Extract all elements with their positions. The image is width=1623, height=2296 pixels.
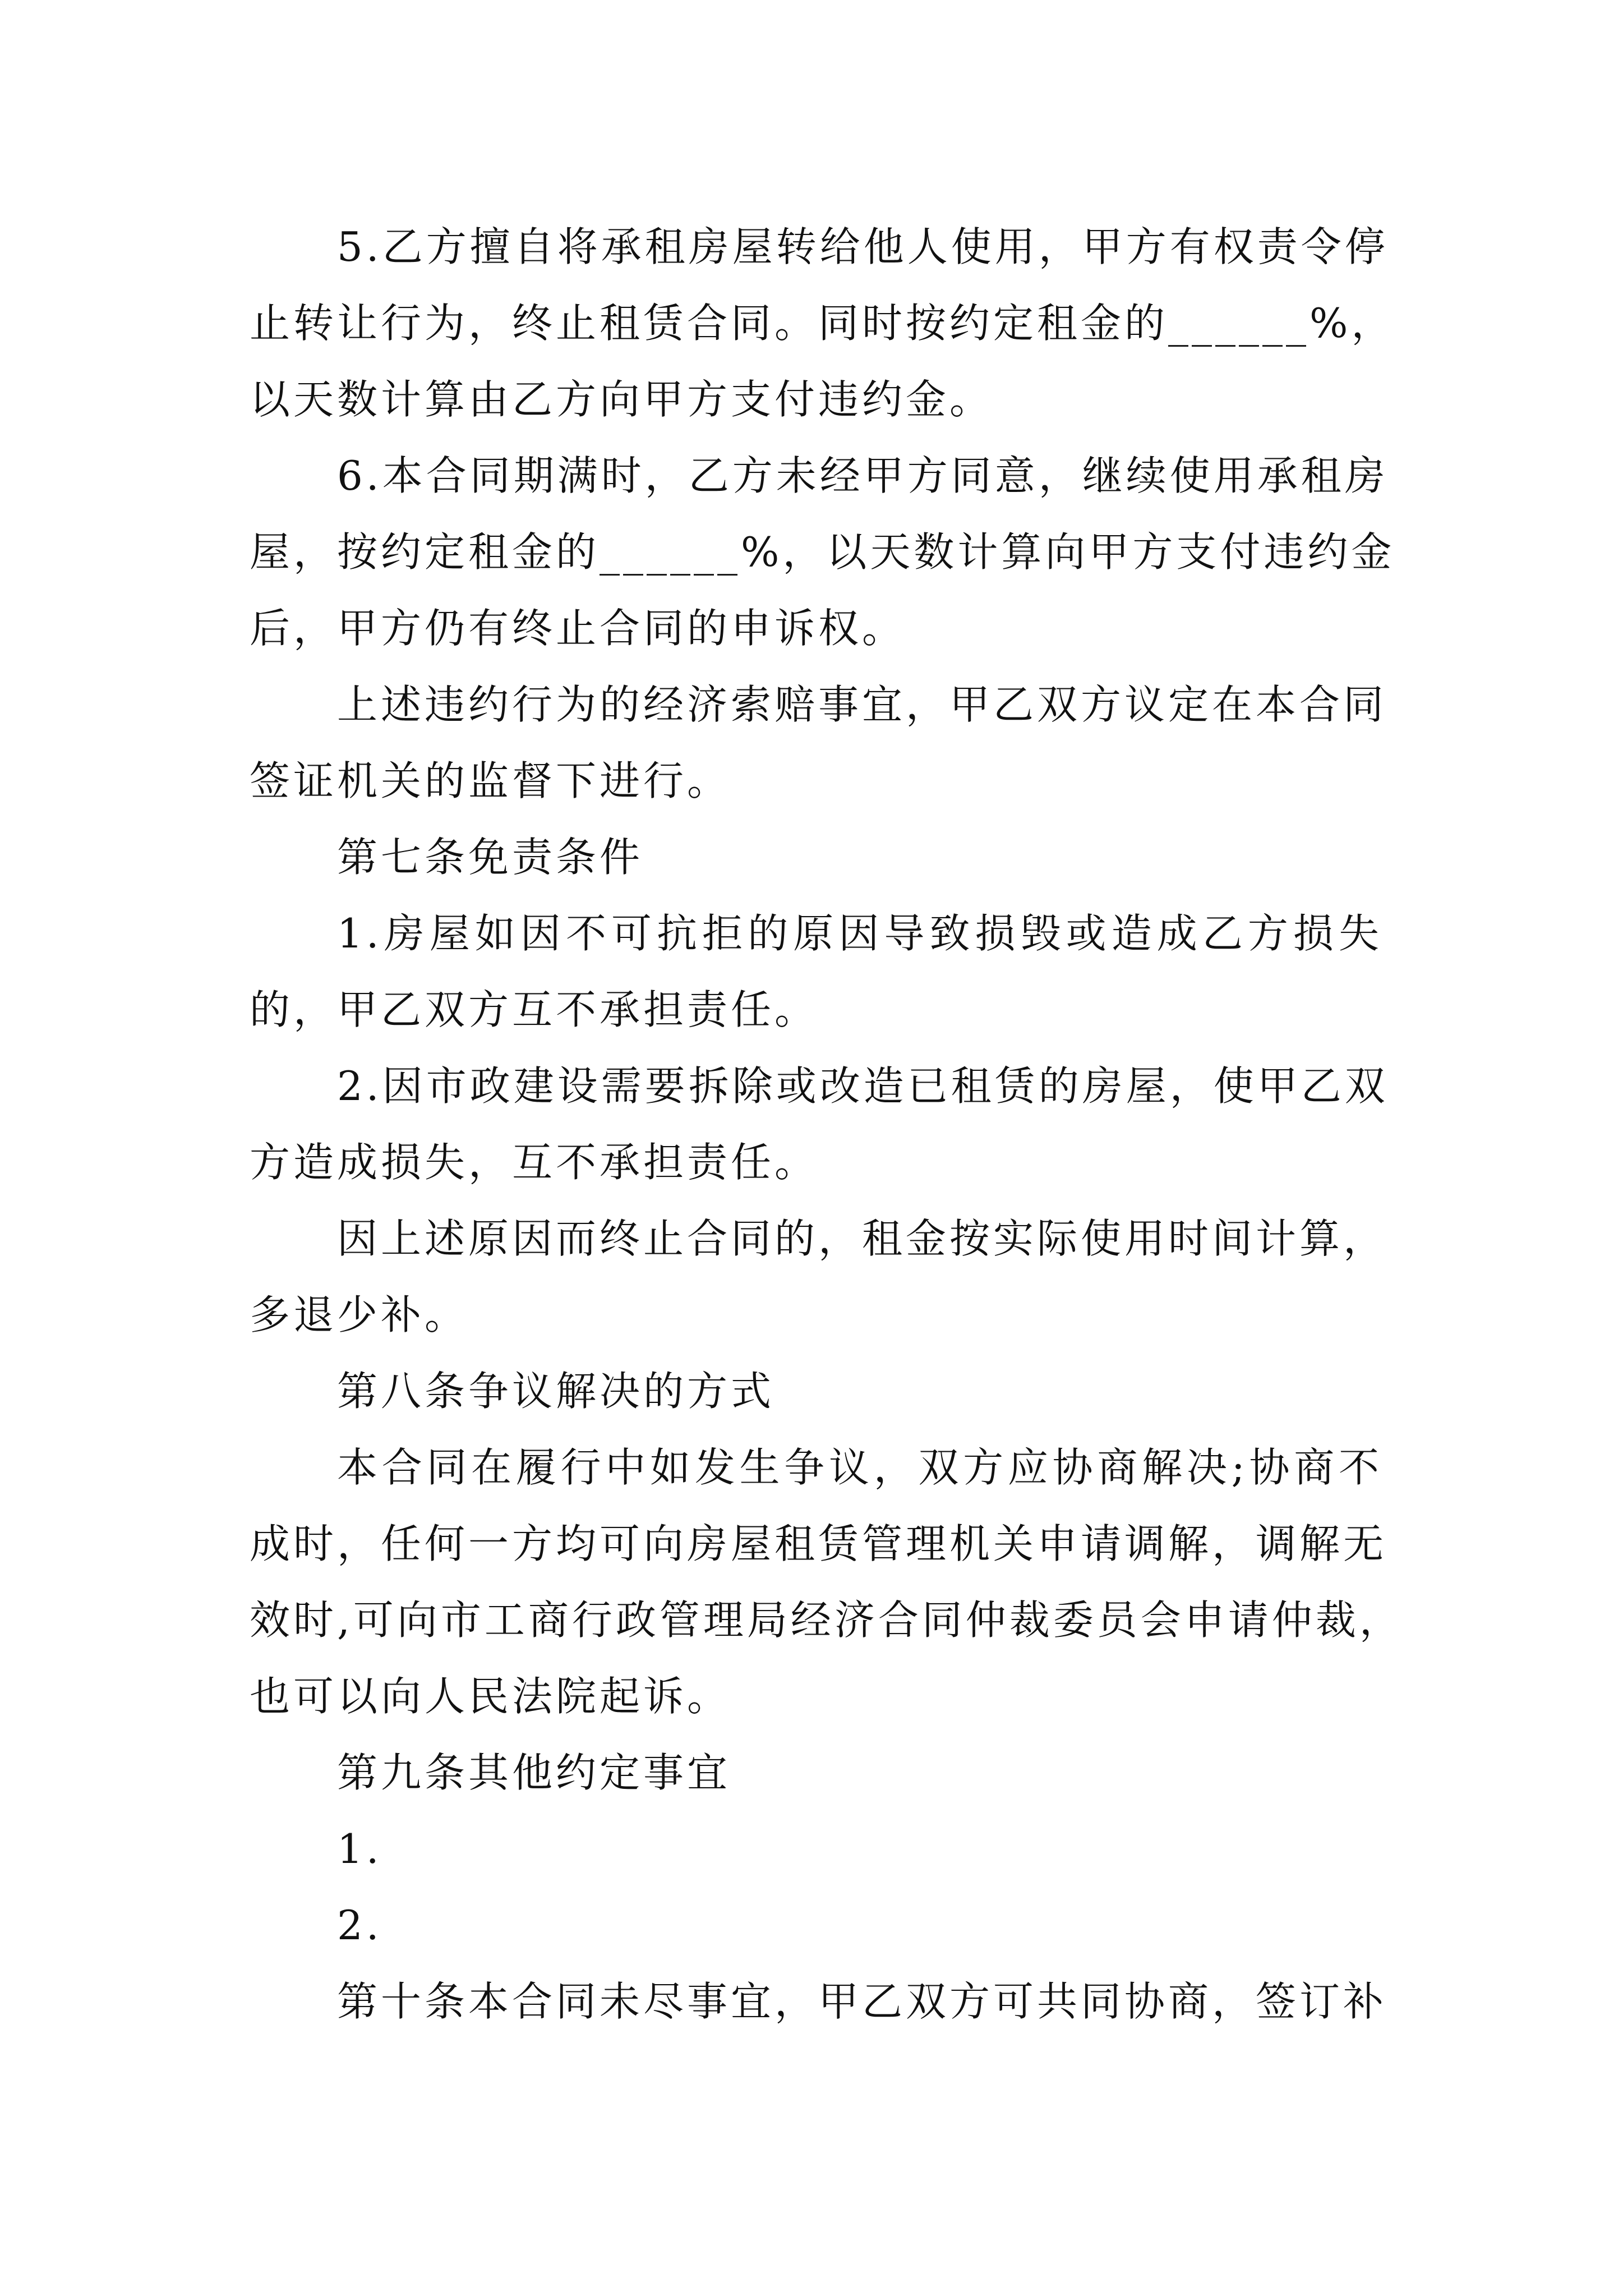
clause-9-item-2: 2. [337,1902,382,1949]
text-line: 的，甲乙双方互不承担责任。 [250,986,819,1033]
text-line: 方造成损失，互不承担责任。 [250,1139,819,1186]
text-line: 6.本合同期满时，乙方未经甲方同意，继续使用承租房 [337,452,1389,499]
text-line: 1.房屋如因不可抗拒的原因导致损毁或造成乙方损失 [337,910,1382,957]
text-line: 屋，按约定租金的______%，以天数计算向甲方支付违约金 [250,528,1395,576]
clause-9-heading: 第九条其他约定事宜 [337,1749,731,1796]
text-line: 本合同在履行中如发生争议，双方应协商解决;协商不 [337,1444,1382,1491]
clause-10-paragraph [250,1963,1387,2040]
text-line: 签证机关的监督下进行。 [250,757,731,804]
text-line: 第十条本合同未尽事宜，甲乙双方可共同协商，签订补 [337,1978,1387,2025]
clause-9-item-1: 1. [337,1825,382,1872]
clause-6-claims-paragraph [250,666,1387,819]
clause-7-rent-paragraph [250,1200,1387,1353]
text-line: 止转让行为，终止租赁合同。同时按约定租金的______%， [250,300,1395,347]
text-line: 2.因市政建设需要拆除或改造已租赁的房屋，使甲乙双 [337,1062,1389,1110]
clause-7-item-1 [250,895,1382,1048]
clause-6-item-6 [250,438,1395,666]
clause-6-item-5 [250,209,1395,438]
text-line: 因上述原因而终止合同的，租金按实际使用时间计算， [337,1215,1387,1262]
text-line: 也可以向人民法院起诉。 [250,1673,731,1720]
text-line: 上述违约行为的经济索赔事宜，甲乙双方议定在本合同 [337,681,1387,728]
document-body [250,209,1403,2040]
text-line: 效时,可向市工商行政管理局经济合同仲裁委员会申请仲裁， [250,1596,1403,1644]
text-line: 成时，任何一方均可向房屋租赁管理机关申请调解，调解无 [250,1520,1387,1567]
text-line: 以天数计算由乙方向甲方支付违约金。 [250,376,994,423]
clause-8-heading: 第八条争议解决的方式 [337,1368,775,1415]
text-line: 多退少补。 [250,1291,469,1338]
text-line: 后，甲方仍有终止合同的申诉权。 [250,605,906,652]
clause-7-item-2 [250,1048,1389,1200]
text-line: 5.乙方擅自将承租房屋转给他人使用，甲方有权责令停 [337,223,1389,270]
clause-7-heading: 第七条免责条件 [337,834,644,881]
clause-8-paragraph [250,1429,1403,1734]
